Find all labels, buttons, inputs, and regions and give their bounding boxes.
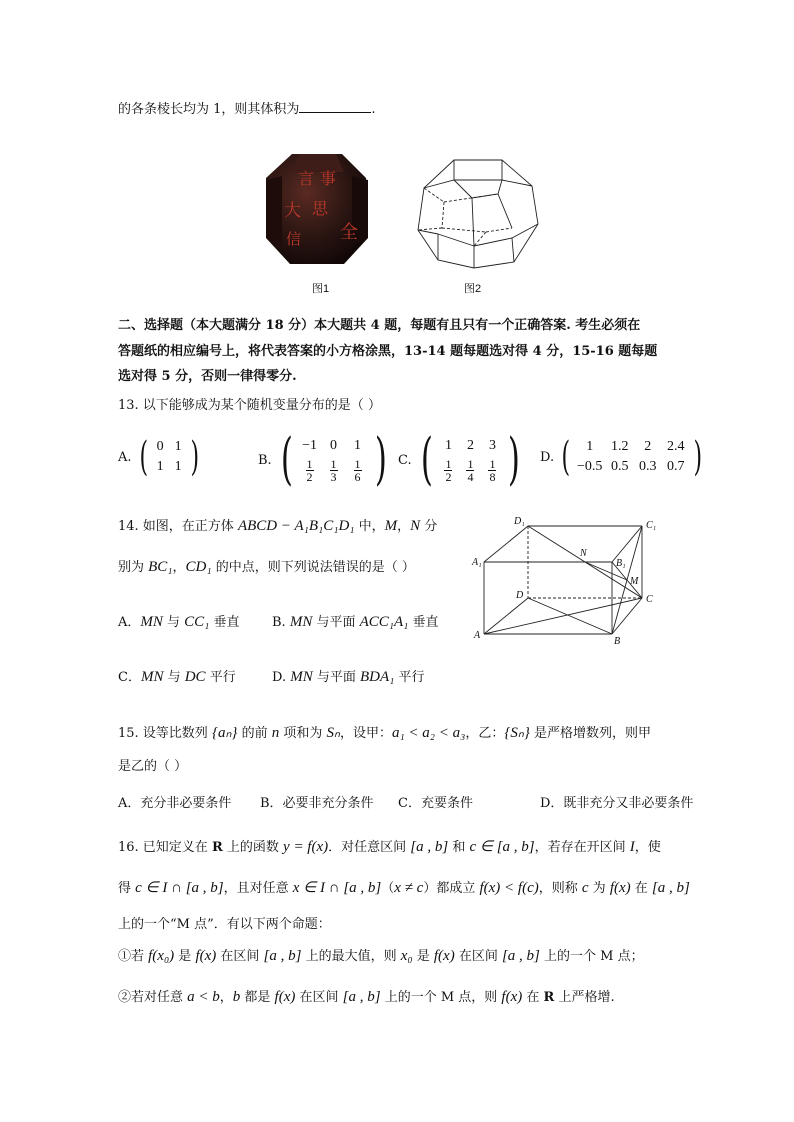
q12-tail-line — [118, 100, 376, 119]
q13-a-cell: 1 — [174, 459, 182, 474]
seal-left-facet — [266, 176, 282, 246]
q13-stem: 13. 以下能够成为某个随机变量分布的是（ ） — [118, 398, 381, 413]
q13-c-label: C. — [398, 452, 412, 468]
q15-option-c: C．充要条件 — [398, 796, 473, 811]
q13-option-c — [398, 427, 525, 492]
q13-a-cell: 0 — [156, 439, 164, 454]
figure-1-seal-photo — [262, 150, 372, 270]
q13-c-cell: 2 — [466, 437, 474, 453]
label-a1: A₁ — [472, 557, 482, 568]
q12-tail-end: . — [371, 102, 376, 117]
seal-char-4: 思 — [312, 199, 329, 218]
q14-cube-figure — [470, 512, 670, 648]
q13-d-cell: 2 — [644, 439, 652, 454]
q13-option-a — [118, 434, 203, 480]
label-n: N — [580, 548, 587, 559]
label-a: A — [474, 630, 481, 641]
seal-char-2: 事 — [320, 169, 337, 188]
q13-a-cell: 1 — [174, 439, 182, 454]
q16-line-1: 16. 已知定义在 R 上的函数 y = f(x)．对任意区间 [a , b] 和 c ∈ [a , b]，若存在开区间 I，使 — [118, 839, 661, 855]
q14-option-c: C．MN 与 DC 平行 — [118, 669, 236, 685]
q14-line-2: 别为 BC₁，CD₁ 的中点，则下列说法错误的是（ ） — [118, 559, 415, 575]
q13-b-cell: −1 — [302, 437, 317, 453]
q13-d-cell: 0.7 — [666, 459, 685, 474]
q13-b-cell: 1 — [354, 437, 362, 453]
label-b1: B₁ — [616, 558, 626, 569]
q13-d-cell: 0.3 — [638, 459, 657, 474]
q15-option-a: A．充分非必要条件 — [118, 796, 232, 811]
q13-option-d — [540, 434, 705, 480]
q12-tail-text: 的各条棱长均为 1，则其体积为 — [118, 102, 300, 117]
q13-option-b — [258, 427, 391, 492]
q15-line-1: 15. 设等比数列 {aₙ} 的前 n 项和为 Sₙ，设甲：a₁ < a₂ < a₃，乙：{Sₙ} 是严格增数列，则甲 — [118, 725, 651, 741]
q13-d-label: D. — [540, 449, 555, 465]
q13-c-cell: 1 — [444, 437, 452, 453]
q16-statement-1: ①若 f(x₀) 是 f(x) 在区间 [a , b] 上的最大值，则 x₀ 是 f(x) 在区间 [a , b] 上的一个 M 点； — [118, 948, 644, 964]
label-b: B — [614, 636, 621, 647]
q13-d-cell: −0.5 — [577, 459, 603, 474]
section-2-line-3: 选对得 5 分，否则一律得零分. — [118, 369, 297, 384]
q13-b-matrix: ( −1 0 1 $\frac{1}{2}$ $\frac{1}{3}$ $\frac{1}{6}$ ) — [280, 427, 387, 492]
q13-c-cell: 3 — [488, 437, 496, 453]
figure-2-caption: 图2 — [464, 283, 482, 295]
q13-d-cell: 2.4 — [666, 439, 685, 454]
figure-1-caption: 图1 — [312, 283, 330, 295]
q15-line-2: 是乙的（ ） — [118, 759, 188, 774]
q13-b-cell: 0 — [330, 437, 338, 453]
q14-line-1: 14. 如图，在正方体 ABCD − A₁B₁C₁D₁ 中，M，N 分 — [118, 518, 438, 534]
answer-blank — [299, 100, 371, 113]
label-d1: D₁ — [514, 516, 525, 527]
figure-2-polyhedron — [414, 158, 544, 272]
label-c: C — [646, 594, 653, 605]
q13-c-matrix: ( 1 2 3 $\frac{1}{2}$ $\frac{1}{4}$ $\frac{1}{8}$ ) — [420, 427, 521, 492]
section-2-line-2: 答题纸的相应编号上，将代表答案的小方格涂黑，13-14 题每题选对得 4 分，15-16 题每题 — [118, 344, 658, 359]
seal-char-1: 言 — [298, 169, 315, 188]
q13-d-cell: 1 — [586, 439, 594, 454]
q13-b-frac: $\frac{1}{2}$ — [306, 456, 313, 484]
q15-option-d: D．既非充分又非必要条件 — [540, 796, 694, 811]
q13-d-cell: 0.5 — [610, 459, 629, 474]
label-d: D — [516, 590, 524, 601]
q13-d-cell: 1.2 — [610, 439, 629, 454]
q16-line-3: 上的一个“M 点”．有以下两个命题： — [118, 917, 331, 932]
label-c1: C₁ — [646, 520, 657, 531]
q14-option-d: D. MN 与平面 BDA₁ 平行 — [272, 669, 425, 685]
q13-c-frac: $\frac{1}{4}$ — [467, 456, 474, 484]
q13-c-frac: $\frac{1}{8}$ — [489, 456, 496, 484]
q13-b-label: B. — [258, 452, 272, 468]
q13-d-matrix: ( 1 1.2 2 2.4 −0.5 0.5 0.3 0.7 ) — [561, 434, 702, 480]
q13-a-cell: 1 — [156, 459, 164, 474]
seal-char-6: 全 — [340, 222, 358, 243]
q13-b-frac: $\frac{1}{3}$ — [330, 456, 337, 484]
section-2-line-1: 二、选择题（本大题满分 18 分）本大题共 4 题，每题有且只有一个正确答案. 考生必须在 — [118, 318, 641, 333]
q15-option-b: B．必要非充分条件 — [260, 796, 374, 811]
q14-option-a: A．MN 与 CC₁ 垂直 — [118, 614, 240, 630]
q16-statement-2: ②若对任意 a < b，b 都是 f(x) 在区间 [a , b] 上的一个 M 点，则 f(x) 在 R 上严格增. — [118, 989, 615, 1005]
seal-char-5: 信 — [286, 230, 302, 248]
q13-a-label: A. — [118, 449, 132, 465]
label-m: M — [630, 576, 639, 587]
seal-char-3: 大 — [284, 201, 301, 221]
q13-b-frac: $\frac{1}{6}$ — [354, 456, 361, 484]
q13-c-frac: $\frac{1}{2}$ — [445, 456, 452, 484]
q16-line-2: 得 c ∈ I ∩ [a , b]，且对任意 x ∈ I ∩ [a , b]（x ≠ c）都成立 f(x) < f(c)，则称 c 为 f(x) 在 [a , b] — [118, 880, 690, 896]
q13-a-matrix: ( 0 1 1 1 ) — [139, 434, 200, 480]
q14-option-b: B. MN 与平面 ACC₁A₁ 垂直 — [272, 614, 439, 630]
